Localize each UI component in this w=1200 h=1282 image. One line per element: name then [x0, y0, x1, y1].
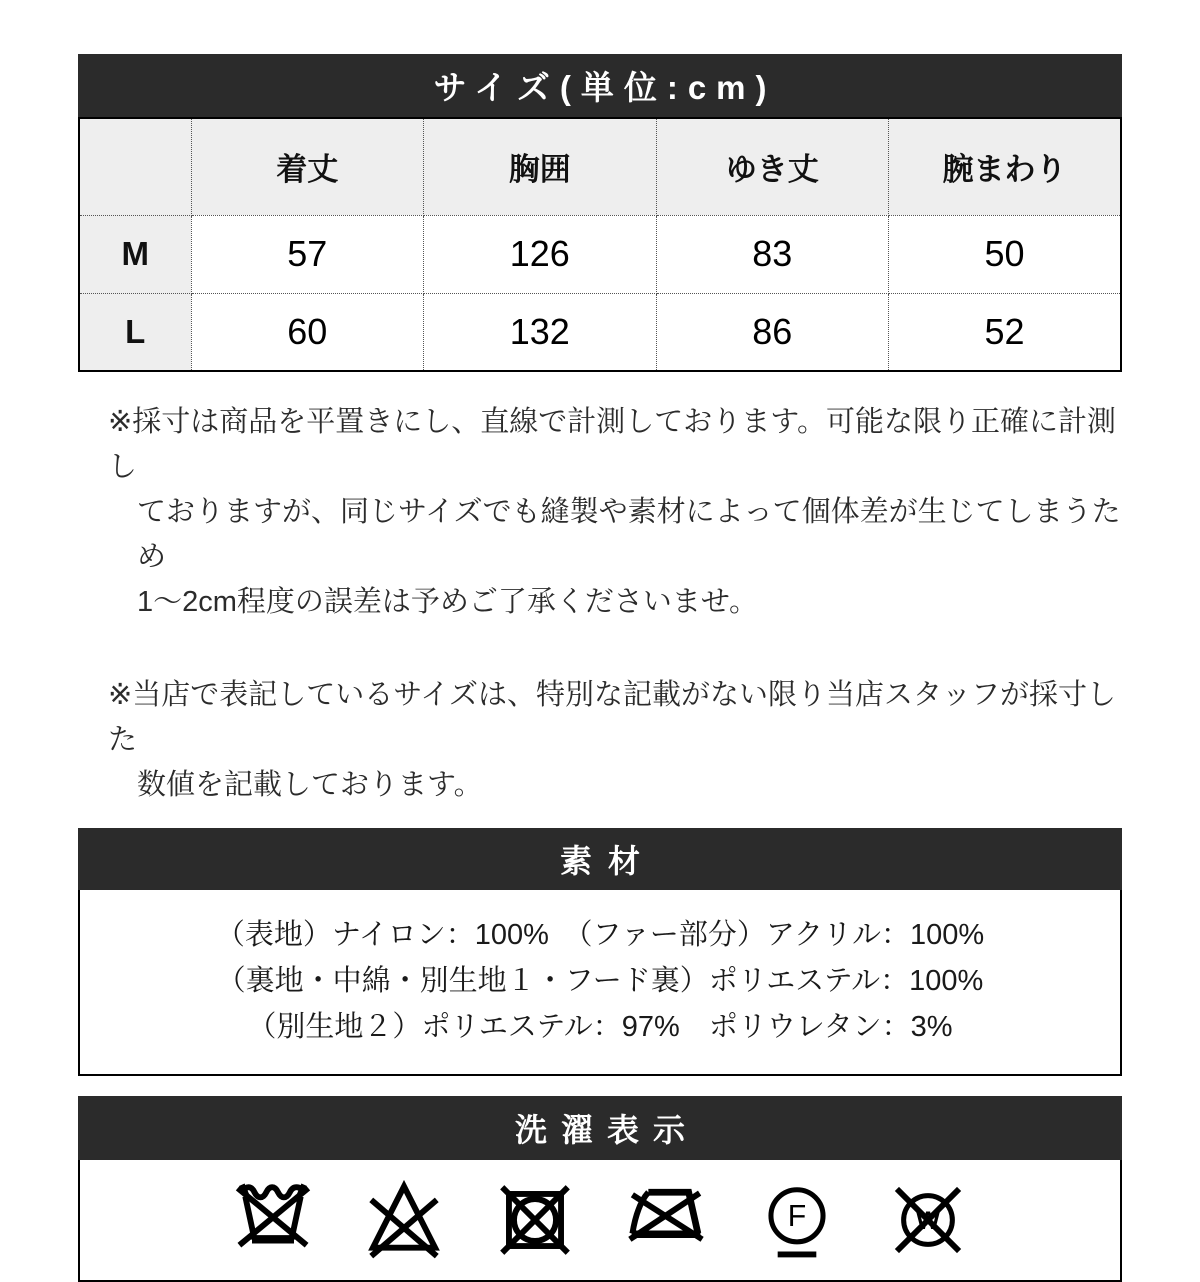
note-line: ておりますが、同じサイズでも縫製や素材によって個体差が生じてしまうため [137, 496, 1121, 573]
size-value: 86 [656, 293, 889, 371]
size-value: 52 [889, 293, 1122, 371]
do-not-wet-clean-icon [886, 1176, 970, 1264]
laundry-section [78, 1096, 1122, 1282]
dry-clean-petroleum-f-icon [755, 1176, 839, 1264]
note [108, 400, 1122, 625]
material-body [78, 890, 1122, 1076]
svg-text:W: W [915, 1206, 940, 1235]
material-line: （別生地２）ポリエステル：97% ポリウレタン：3% [247, 1011, 953, 1043]
notes [78, 400, 1122, 808]
column-header: ゆき丈 [656, 118, 889, 215]
size-table-head-row [79, 118, 1121, 215]
material-section [78, 828, 1122, 1076]
column-header: 胸囲 [424, 118, 657, 215]
note-line: ※当店で表記しているサイズは、特別な記載がない限り当店スタッフが採寸した [108, 679, 1116, 756]
size-value: 83 [656, 215, 889, 293]
size-section [78, 54, 1122, 372]
size-value: 57 [191, 215, 424, 293]
material-title: 素材 [78, 828, 1122, 890]
column-header: 腕まわり [889, 118, 1122, 215]
laundry-title: 洗濯表示 [78, 1096, 1122, 1160]
laundry-icons [78, 1160, 1122, 1282]
size-value: 60 [191, 293, 424, 371]
note [108, 673, 1122, 808]
material-line: （裏地・中綿・別生地１・フード裏）ポリエステル：100% [216, 965, 984, 997]
note-line: 数値を記載しております。 [137, 769, 483, 801]
note-line: ※採寸は商品を平置きにし、直線で計測しております。可能な限り正確に計測し [108, 406, 1116, 483]
corner-cell [79, 118, 191, 215]
svg-text:F: F [787, 1200, 806, 1234]
column-header: 着丈 [191, 118, 424, 215]
do-not-iron-icon [624, 1176, 708, 1264]
material-line: （表地）ナイロン：100% （ファー部分）アクリル：100% [215, 919, 985, 951]
size-label: M [79, 215, 191, 293]
size-value: 132 [424, 293, 657, 371]
size-table-title: サイズ(単位:cm) [78, 54, 1122, 117]
size-value: 126 [424, 215, 657, 293]
do-not-bleach-icon [362, 1176, 446, 1264]
note-line: 1～2cm程度の誤差は予めご了承くださいませ。 [137, 586, 759, 618]
do-not-tumble-dry-icon [493, 1176, 577, 1264]
do-not-wash-icon [231, 1176, 315, 1264]
size-table-body [79, 215, 1121, 371]
size-label: L [79, 293, 191, 371]
table-row [79, 215, 1121, 293]
size-table [78, 117, 1122, 372]
size-value: 50 [889, 215, 1122, 293]
table-row [79, 293, 1121, 371]
